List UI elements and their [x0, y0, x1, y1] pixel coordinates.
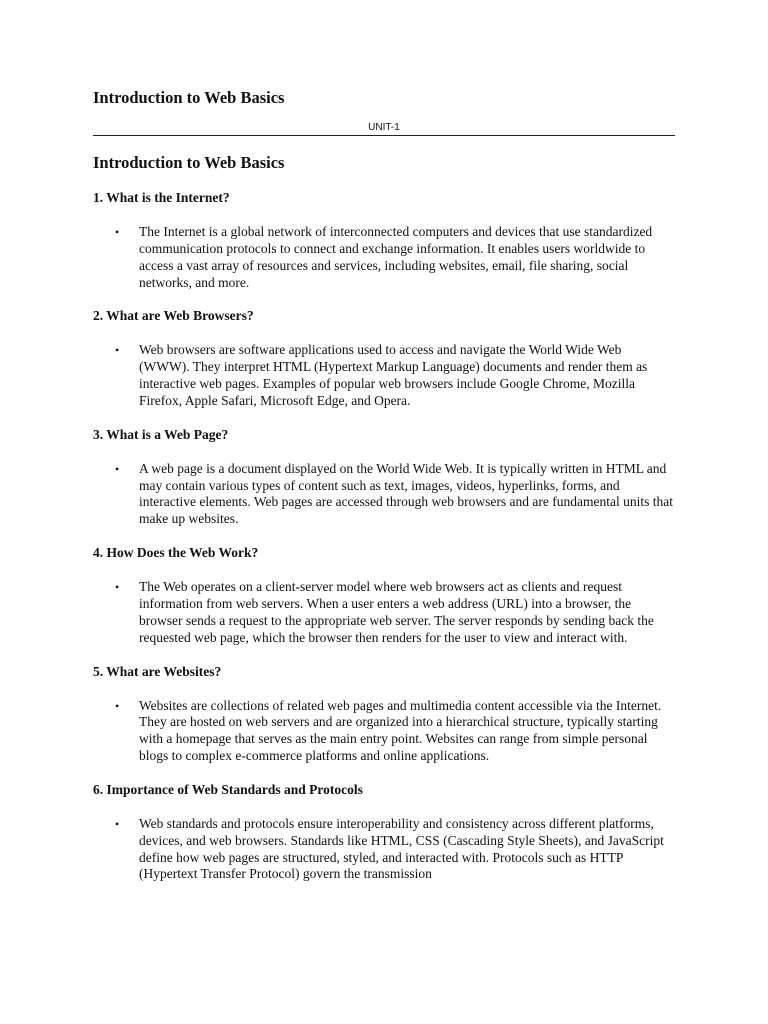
- bullet-icon: •: [115, 461, 120, 476]
- header-divider: [93, 135, 675, 136]
- list-item: [93, 579, 675, 646]
- bullet-list: [93, 224, 675, 291]
- section-how-web-works: [93, 544, 675, 646]
- list-item: [93, 461, 675, 528]
- list-item: [93, 816, 675, 883]
- bullet-icon: •: [115, 225, 120, 239]
- list-item: [93, 342, 675, 409]
- bullet-text: Web browsers are software applications used to access and navigate the World Wide Web (WWW). They interpret HTML (Hypertext Markup Language) documents and render them as interactive web pages. Examples of popular web browsers include Google Chrome, Mozilla Firefox, Apple Safari, Microsoft Edge, and Opera.: [139, 342, 648, 408]
- section-title: 1. What is the Internet?: [93, 190, 230, 205]
- list-item: [93, 698, 675, 765]
- section-internet: [93, 189, 675, 291]
- section-web-page: [93, 426, 675, 528]
- bullet-text: Web standards and protocols ensure interoperability and consistency across different platforms, devices, and web browsers. Standards like HTML, CSS (Cascading Style Sheets), and JavaScript define how web pages are structured, styled, and interacted with. Protocols such as HTTP (Hypertext Transfer Protocol) govern the transmission: [139, 815, 664, 882]
- bullet-list: [93, 461, 675, 528]
- bullet-list: [93, 579, 675, 646]
- bullet-text: The Web operates on a client-server model where web browsers act as clients and request information from web servers. When a user enters a web address (URL) into a browser, the browser sends a request to the appropriate web server. The server responds by sending back the requested web page, which the browser then renders for the user to view and interact with.: [139, 579, 654, 645]
- bullet-text: A web page is a document displayed on the World Wide Web. It is typically written in HTML and may contain various types of content such as text, images, videos, hyperlinks, forms, and interactive elements. Web pages are accessed through web browsers and are fundamental units that make up websites.: [139, 460, 673, 527]
- bullet-list: [93, 698, 675, 765]
- bullet-list: [93, 816, 675, 883]
- document-title: Introduction to Web Basics: [93, 88, 285, 107]
- section-title: 4. How Does the Web Work?: [93, 545, 259, 561]
- section-title: 3. What is a Web Page?: [93, 426, 229, 442]
- bullet-icon: •: [115, 698, 120, 713]
- section-title: 2. What are Web Browsers?: [93, 308, 254, 324]
- bullet-icon: •: [115, 816, 120, 831]
- document-body: [93, 152, 675, 899]
- bullet-icon: •: [115, 343, 120, 358]
- section-websites: [93, 663, 675, 765]
- section-web-standards: [93, 781, 675, 883]
- bullet-text: The Internet is a global network of interconnected computers and devices that use standardized communication protocols to connect and exchange information. It enables users worldwide to access a vast array of resources and services, including websites, email, file sharing, social networks, and more.: [139, 224, 653, 290]
- list-item: [93, 224, 675, 291]
- bullet-icon: •: [115, 580, 120, 595]
- unit-label: UNIT-1: [368, 122, 400, 133]
- section-web-browsers: [93, 307, 675, 409]
- bullet-list: [93, 342, 675, 409]
- section-title: 5. What are Websites?: [93, 663, 222, 679]
- main-heading: Introduction to Web Basics: [93, 153, 285, 172]
- section-title: 6. Importance of Web Standards and Protocols: [93, 781, 363, 797]
- bullet-text: Websites are collections of related web pages and multimedia content accessible via the Internet. They are hosted on web servers and are organized into a hierarchical structure, typically starting with a homepage that serves as the main entry point. Websites can range from simple personal blogs to complex e-commerce platforms and online applications.: [139, 697, 662, 764]
